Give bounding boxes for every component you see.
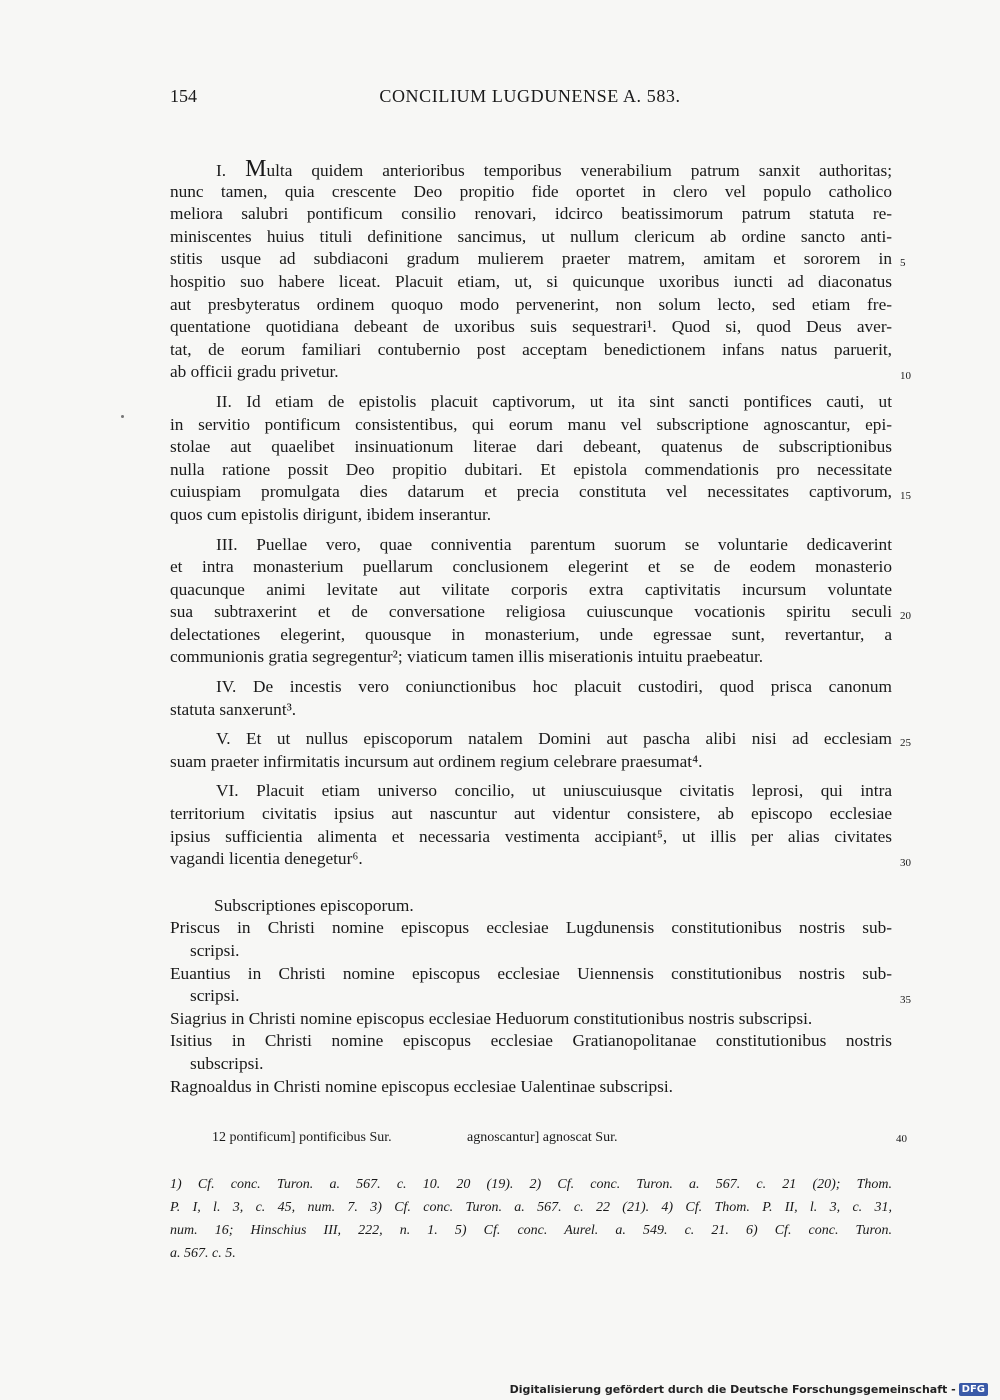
canon-paragraph [170,391,911,527]
text-line: Euantius in Christi nomine episcopus ecclesiae Uiennensis constitutionibus nostris sub- [170,963,892,983]
text-line: quos cum epistolis dirigunt, ibidem inserantur. [170,504,492,524]
text-line: II. Id etiam de epistolis placuit captivorum, ut ita sint sancti pontifices cauti, ut [216,391,892,411]
line-number: 35 [900,994,911,1007]
line-number: 15 [900,490,911,503]
text-line: in servitio pontificum consistentibus, qui eorum manu vel subscriptione agnoscantur, epi- [170,414,892,434]
text-line: Ragnoaldus in Christi nomine episcopus ecclesiae Ualentinae subscripsi. [170,1076,673,1096]
line-number: 40 [896,1133,907,1145]
apparatus-note: 12 pontificum] pontificibus Sur. [212,1130,392,1145]
subscriptions-heading: Subscriptiones episcoporum. [214,895,414,915]
main-text [170,156,911,1098]
text-line: Siagrius in Christi nomine episcopus ecclesiae Heduorum constitutionibus nostris subscripsi. [170,1008,813,1028]
credit-text: Digitalisierung gefördert durch die Deutsche Forschungsgemeinschaft - [509,1383,956,1396]
text-line: V. Et ut nullus episcoporum natalem Domini aut pascha alibi nisi ad ecclesiam 25 [170,728,892,751]
canon-paragraph [170,156,911,384]
line-number: 10 [900,370,911,383]
footnote-line: a. 567. c. 5. [170,1246,236,1261]
canon-paragraph [170,676,892,721]
text-line: delectationes elegerint, quousque in monasterium, unde egressae sunt, revertantur, a [170,624,892,644]
text-line: scripsi. 35 [170,985,892,1008]
text-line: hospitio suo habere liceat. Placuit etiam, ut, si quicunque uxoribus iuncti ad diaconatus [170,271,892,291]
subscription-entry [170,1008,892,1031]
text-line: miniscentes huius tituli definitione sancimus, ut nullum clericum ab ordine sancto anti- [170,226,892,246]
text-line: statuta sanxerunt³. [170,699,297,719]
text-line: Priscus in Christi nomine episcopus ecclesiae Lugdunensis constitutionibus nostris sub- [170,918,892,938]
text-line: stitis usque ad subdiaconi gradum mulierem praeter matrem, amitam et sororem in 5 [170,248,892,271]
apparatus-note: agnoscantur] agnoscat Sur. [467,1130,618,1145]
text-line: VI. Placuit etiam universo concilio, ut uniuscuiusque civitatis leprosi, qui intra [216,781,892,801]
subscription-entry [170,1076,892,1099]
running-title: CONCILIUM LUGDUNENSE A. 583. [379,86,681,106]
subscription-entry [170,963,911,1008]
text-line: quacunque animi levitate aut vilitate corporis extra captivitatis incursum voluntate [170,579,892,599]
text-line: ab officii gradu privetur. 10 [170,361,892,384]
text-line: III. Puellae vero, quae conniventia parentum suorum se voluntarie dedicaverint [216,534,892,554]
subscription-entry [170,917,892,962]
digitization-credit [510,1383,988,1396]
text-line: nunc tamen, quia crescente Deo propitio fide oportet in clero vel populo catholico [170,181,892,201]
text-line: meliora salubri pontificum consilio renovari, idcirco beatissimorum patrum statuta re- [170,204,892,224]
text-line: ipsius sufficientia alimenta et necessaria vestimenta accipiant⁵, ut illis per alias civitates [170,826,892,846]
text-line: vagandi licentia denegetur⁶. 30 [170,848,892,871]
text-line: aut presbyteratus ordinem quoquo modo pervenerint, non solum lecto, sed etiam fre- [170,294,892,314]
text-line: quentatione quotidiana debeant de uxoribus suis sequestrari¹. Quod si, quod Deus aver- [170,317,892,337]
text-line: nulla ratione possit Deo propitio dubitari. Et epistola commendationis pro necessitate [170,459,892,479]
footnote-line: 1) Cf. conc. Turon. a. 567. c. 10. 20 (19). 2) Cf. conc. Turon. a. 567. c. 21 (20); Thom. [170,1177,892,1192]
footnote-line: P. I, l. 3, c. 45, num. 7. 3) Cf. conc. Turon. a. 567. c. 22 (21). 4) Cf. Thom. P. II, l. 3, c. 31, [170,1200,892,1215]
canon-paragraph [170,728,911,773]
canon-paragraph [170,780,911,870]
text-line: cuiuspiam promulgata dies datarum et precia constituta vel necessitates captivorum, 15 [170,481,892,504]
initial-letter: M [245,156,267,182]
line-number: 20 [900,610,911,623]
text-line: et intra monasterium puellarum conclusionem elegerint et se de eodem monasterio [170,557,892,577]
footnotes [170,1173,892,1265]
canon-paragraph [170,534,911,670]
line-number: 5 [900,257,906,270]
text-line: subscripsi. [190,1053,264,1073]
text-line: communionis gratia segregentur²; viaticum tamen illis miserationis intuitu praebeatur. [170,647,764,667]
page-header [170,86,890,110]
text-line: I. Multa quidem anterioribus temporibus venerabilium patrum sanxit authoritas; [216,156,893,182]
critical-apparatus [212,1130,907,1150]
page-speck [121,415,124,418]
page-number: 154 [170,86,197,106]
text-line: tat, de eorum familiari contubernio post acceptam benedictionem infans natus paruerit, [170,339,892,359]
text-line: sua subtraxerint et de conversatione religiosa cuiuscunque vocationis spiritu seculi 20 [170,601,892,624]
line-number: 30 [900,857,911,870]
subscription-entry [170,1030,892,1075]
line-number: 25 [900,737,911,750]
text-line: territorium civitatis ipsius aut nascuntur aut videntur consistere, ab episcopo ecclesiae [170,804,892,824]
text-line: suam praeter infirmitatis incursum aut ordinem regium celebrare praesumat⁴. [170,751,703,771]
footnote-line: num. 16; Hinschius III, 222, n. 1. 5) Cf. conc. Aurel. a. 549. c. 21. 6) Cf. conc. Turon. [170,1223,892,1238]
text-line: scripsi. [190,941,240,960]
dfg-logo: DFG [959,1383,988,1396]
text-line: Isitius in Christi nomine episcopus ecclesiae Gratianopolitanae constitutionibus nostris [170,1031,892,1051]
text-line: IV. De incestis vero coniunctionibus hoc placuit custodiri, quod prisca canonum [216,677,892,697]
text-line: stolae aut quaelibet insinuationum literae dari debeant, quatenus de subscriptionibus [170,437,892,457]
